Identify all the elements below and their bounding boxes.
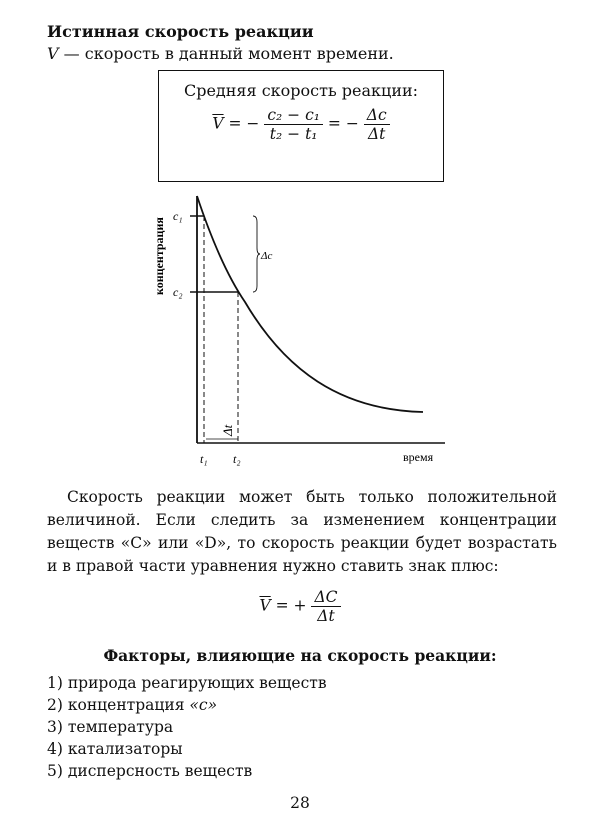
factors-title: Факторы, влияющие на скорость реакции:	[103, 646, 497, 665]
v-symbol: V	[47, 44, 59, 63]
frac-num: c₂ − c₁	[264, 106, 323, 125]
definition-text: — скорость в данный момент времени.	[58, 44, 394, 63]
heading: Истинная скорость реакции	[47, 22, 314, 41]
formula2-num: ΔC	[311, 588, 340, 607]
factor-item	[47, 694, 327, 716]
frac-den: t₂ − t₁	[269, 125, 318, 143]
factor-item: 1) природа реагирующих веществ	[47, 674, 327, 692]
factors-list	[47, 672, 327, 782]
frac-num2: Δc	[364, 106, 390, 125]
t2-label: t₂	[233, 452, 241, 466]
body-paragraph: Скорость реакции может быть только положительной величиной. Если следить за изменением концентрации веществ «C» или «D», то скорость реакции будет возрастать и в правой части уравнения нужно ставить знак плюс:	[47, 488, 557, 575]
page-number: 28	[290, 794, 310, 812]
factor-item: 4) катализаторы	[47, 740, 183, 758]
delta-c-brace	[253, 216, 260, 292]
formula2-lhs: $\overline{V}$	[259, 596, 271, 615]
c2-label: c₂	[173, 285, 183, 299]
delta-c-label: Δc	[261, 250, 273, 262]
t1-label: t₁	[200, 452, 208, 466]
formula2-den: Δt	[317, 607, 335, 625]
formula2-eq: = +	[275, 596, 307, 615]
delta-t-label: Δt	[220, 424, 235, 436]
factor-item-text: 2) концентрация	[47, 696, 190, 714]
factor-item-italic: «c»	[189, 696, 218, 714]
formula-eq2: = −	[327, 114, 359, 133]
curve	[197, 196, 423, 412]
y-axis-label: концентрация	[152, 217, 166, 295]
formula-lhs: $\overline{V}$	[212, 114, 224, 133]
factor-item: 5) дисперсность веществ	[47, 762, 253, 780]
factor-item: 3) температура	[47, 718, 174, 736]
x-axis-label: время	[403, 450, 434, 464]
formula-eq: = −	[228, 114, 260, 133]
frac-den2: Δt	[367, 125, 386, 143]
positive-rate-formula	[0, 588, 600, 625]
box-title: Средняя скорость реакции:	[183, 81, 419, 100]
c1-label: c₁	[173, 209, 183, 223]
